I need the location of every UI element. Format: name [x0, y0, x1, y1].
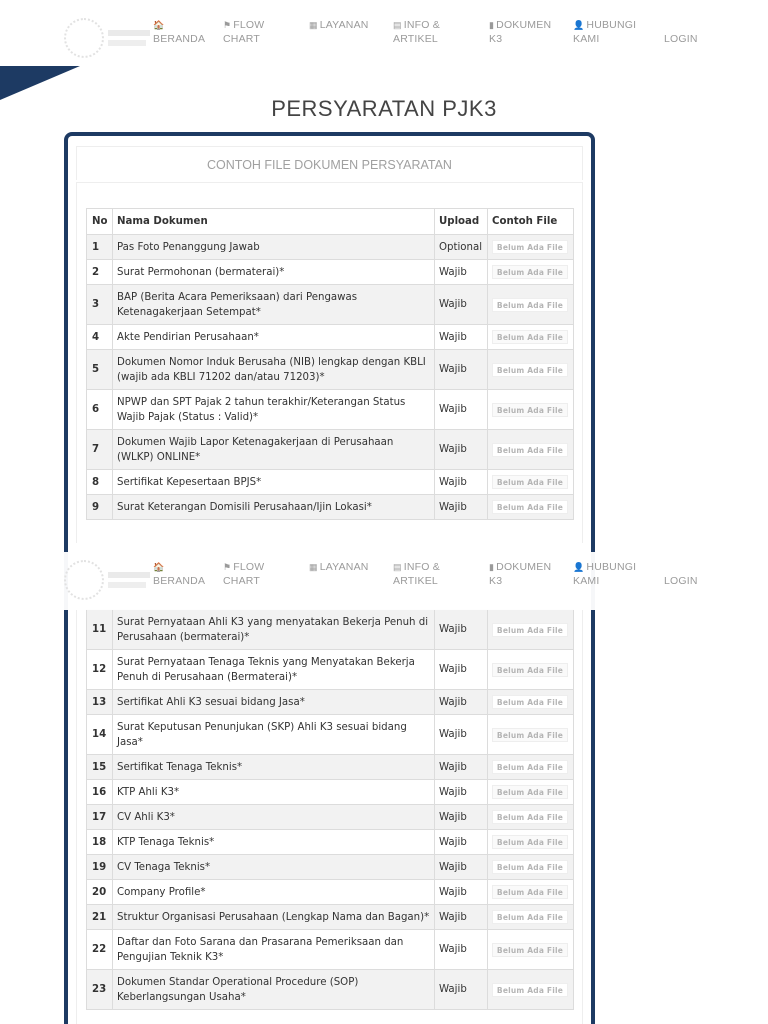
- document-name: Akte Pendirian Perusahaan*: [113, 325, 435, 350]
- document-name: Surat Permohonan (bermaterai)*: [113, 260, 435, 285]
- row-number: 14: [87, 715, 113, 755]
- row-number: 22: [87, 930, 113, 970]
- no-file-button[interactable]: Belum Ada File: [492, 363, 568, 377]
- document-name: Struktur Organisasi Perusahaan (Lengkap Nama dan Bagan)*: [113, 905, 435, 930]
- nav-label-text: FLOW: [233, 561, 265, 573]
- nav-beranda[interactable]: [153, 560, 205, 588]
- sample-file-cell: [488, 715, 574, 755]
- no-file-button[interactable]: Belum Ada File: [492, 265, 568, 279]
- table-header-row: [87, 209, 574, 235]
- nav-label-line2: BERANDA: [153, 575, 206, 587]
- upload-requirement: Wajib: [435, 830, 488, 855]
- header-contoh-file: Contoh File: [488, 209, 574, 235]
- panel-border-right: [591, 543, 595, 552]
- row-number: 18: [87, 830, 113, 855]
- upload-requirement: Wajib: [435, 650, 488, 690]
- table-row: [87, 325, 574, 350]
- home-icon: 🏠: [153, 20, 165, 30]
- nav-label-line2: CHART: [223, 575, 260, 587]
- upload-requirement: Wajib: [435, 325, 488, 350]
- nav-label-line1: [573, 560, 636, 574]
- nav-flow-chart[interactable]: [223, 18, 264, 46]
- no-file-button[interactable]: Belum Ada File: [492, 860, 568, 874]
- nav-hubungi-kami[interactable]: [573, 560, 636, 588]
- document-name: BAP (Berita Acara Pemeriksaan) dari Pengawas Ketenagakerjaan Setempat*: [113, 285, 435, 325]
- table-row: [87, 350, 574, 390]
- nav-label-line2: LOGIN: [664, 575, 698, 587]
- sticky-navbar: [0, 552, 768, 610]
- sample-file-cell: [488, 650, 574, 690]
- flag-icon: ⚑: [223, 562, 232, 572]
- nav-dokumen-k3[interactable]: [489, 18, 551, 46]
- scroll-gap: [64, 543, 595, 552]
- header-nama-dokumen: Nama Dokumen: [113, 209, 435, 235]
- document-name: NPWP dan SPT Pajak 2 tahun terakhir/Keterangan Status Wajib Pajak (Status : Valid)*: [113, 390, 435, 430]
- table-row: [87, 390, 574, 430]
- nav-flow-chart[interactable]: [223, 560, 264, 588]
- header-no: No: [87, 209, 113, 235]
- no-file-button[interactable]: Belum Ada File: [492, 298, 568, 312]
- grid-icon: ▦: [309, 20, 318, 30]
- page-title: PERSYARATAN PJK3: [271, 96, 497, 121]
- nav-label-line1: [489, 560, 551, 574]
- nav-label-line1: [393, 18, 440, 32]
- document-name: Pas Foto Penanggung Jawab: [113, 235, 435, 260]
- sample-file-cell: [488, 880, 574, 905]
- no-file-button[interactable]: Belum Ada File: [492, 885, 568, 899]
- nav-label-text: DOKUMEN: [496, 561, 552, 573]
- nav-label-text: HUBUNGI: [586, 19, 637, 31]
- document-name: Surat Keputusan Penunjukan (SKP) Ahli K3 sesuai bidang Jasa*: [113, 715, 435, 755]
- nav-login[interactable]: [664, 18, 698, 46]
- nav-label-line1: [664, 18, 698, 32]
- document-name: Sertifikat Ahli K3 sesuai bidang Jasa*: [113, 690, 435, 715]
- sample-file-cell: [488, 690, 574, 715]
- sample-file-cell: [488, 905, 574, 930]
- table-row: [87, 260, 574, 285]
- nav-dokumen-k3[interactable]: [489, 560, 551, 588]
- table-row: [87, 905, 574, 930]
- sample-file-cell: [488, 855, 574, 880]
- upload-requirement: Wajib: [435, 430, 488, 470]
- logo-emblem: [64, 560, 104, 600]
- nav-label-line2: KAMI: [573, 33, 600, 45]
- upload-requirement: Wajib: [435, 470, 488, 495]
- table-row: [87, 690, 574, 715]
- logo-emblem: [64, 18, 104, 58]
- logo-wordmark: [108, 30, 150, 36]
- table-row: [87, 430, 574, 470]
- row-number: 5: [87, 350, 113, 390]
- row-number: 8: [87, 470, 113, 495]
- nav-hubungi-kami[interactable]: [573, 18, 636, 46]
- sample-file-cell: [488, 430, 574, 470]
- row-number: 13: [87, 690, 113, 715]
- nav-label-text: FLOW: [233, 19, 265, 31]
- nav-login[interactable]: [664, 560, 698, 588]
- requirements-table: [86, 208, 574, 520]
- row-number: 12: [87, 650, 113, 690]
- table-row: [87, 880, 574, 905]
- no-file-button[interactable]: Belum Ada File: [492, 728, 568, 742]
- nav-label-text: LAYANAN: [319, 19, 369, 31]
- nav-label-text: INFO &: [403, 561, 440, 573]
- upload-requirement: Wajib: [435, 715, 488, 755]
- no-file-button[interactable]: Belum Ada File: [492, 835, 568, 849]
- table-row: [87, 755, 574, 780]
- document-name: Dokumen Nomor Induk Berusaha (NIB) lengkap dengan KBLI (wajib ada KBLI 71202 dan/atau 71203)*: [113, 350, 435, 390]
- nav-label-line2: LOGIN: [664, 33, 698, 45]
- nav-label-line1: [393, 560, 440, 574]
- row-number: 6: [87, 390, 113, 430]
- no-file-button[interactable]: Belum Ada File: [492, 663, 568, 677]
- row-number: 1: [87, 235, 113, 260]
- nav-info-artikel[interactable]: [393, 18, 440, 46]
- document-name: Company Profile*: [113, 880, 435, 905]
- row-number: 2: [87, 260, 113, 285]
- header-upload: Upload: [435, 209, 488, 235]
- table-row: [87, 495, 574, 520]
- upload-requirement: Wajib: [435, 905, 488, 930]
- newspaper-icon: ▤: [393, 562, 402, 572]
- sample-file-cell: [488, 495, 574, 520]
- table-row: [87, 970, 574, 1010]
- book-icon: ▮: [489, 562, 495, 572]
- nav-label-line1: [153, 560, 205, 574]
- upload-requirement: Wajib: [435, 780, 488, 805]
- panel-title: CONTOH FILE DOKUMEN PERSYARATAN: [76, 146, 583, 180]
- no-file-button[interactable]: Belum Ada File: [492, 443, 568, 457]
- sample-file-cell: [488, 260, 574, 285]
- sample-file-cell: [488, 390, 574, 430]
- nav-label-line1: [573, 18, 636, 32]
- nav-layanan[interactable]: [309, 560, 369, 574]
- document-name: Sertifikat Kepesertaan BPJS*: [113, 470, 435, 495]
- upload-requirement: Wajib: [435, 805, 488, 830]
- upload-requirement: Wajib: [435, 930, 488, 970]
- upload-requirement: Wajib: [435, 880, 488, 905]
- row-number: 16: [87, 780, 113, 805]
- sample-file-cell: [488, 805, 574, 830]
- nav-label-line1: [309, 560, 369, 574]
- table-row: [87, 805, 574, 830]
- upload-requirement: Wajib: [435, 690, 488, 715]
- no-file-button[interactable]: Belum Ada File: [492, 760, 568, 774]
- document-name: CV Ahli K3*: [113, 805, 435, 830]
- nav-label-line1: [223, 560, 264, 574]
- document-name: Dokumen Standar Operational Procedure (SOP) Keberlangsungan Usaha*: [113, 970, 435, 1010]
- sample-file-cell: [488, 830, 574, 855]
- upload-requirement: Wajib: [435, 285, 488, 325]
- sample-file-cell: [488, 610, 574, 650]
- no-file-button[interactable]: Belum Ada File: [492, 943, 568, 957]
- user-icon: 👤: [573, 562, 585, 572]
- no-file-button[interactable]: Belum Ada File: [492, 785, 568, 799]
- no-file-button[interactable]: Belum Ada File: [492, 623, 568, 637]
- document-name: Dokumen Wajib Lapor Ketenagakerjaan di Perusahaan (WLKP) ONLINE*: [113, 430, 435, 470]
- document-name: KTP Tenaga Teknis*: [113, 830, 435, 855]
- table-row: [87, 855, 574, 880]
- user-icon: 👤: [573, 20, 585, 30]
- upload-requirement: Wajib: [435, 755, 488, 780]
- nav-label-line2: BERANDA: [153, 33, 206, 45]
- document-name: Daftar dan Foto Sarana dan Prasarana Pemeriksaan dan Pengujian Teknik K3*: [113, 930, 435, 970]
- nav-label-line1: [664, 560, 698, 574]
- nav-info-artikel[interactable]: [393, 560, 440, 588]
- no-file-button[interactable]: Belum Ada File: [492, 983, 568, 997]
- logo-wordmark-line2: [108, 582, 146, 588]
- row-number: 21: [87, 905, 113, 930]
- nav-label-text: LAYANAN: [319, 561, 369, 573]
- upload-requirement: Wajib: [435, 970, 488, 1010]
- document-name: KTP Ahli K3*: [113, 780, 435, 805]
- row-number: 11: [87, 610, 113, 650]
- table-row: [87, 235, 574, 260]
- table-row: [87, 650, 574, 690]
- nav-label-line2: KAMI: [573, 575, 600, 587]
- document-name: CV Tenaga Teknis*: [113, 855, 435, 880]
- grid-icon: ▦: [309, 562, 318, 572]
- nav-label-line2: ARTIKEL: [393, 33, 438, 45]
- sample-file-cell: [488, 350, 574, 390]
- row-number: 20: [87, 880, 113, 905]
- home-icon: 🏠: [153, 562, 165, 572]
- nav-label-line2: ARTIKEL: [393, 575, 438, 587]
- nav-layanan[interactable]: [309, 18, 369, 32]
- row-number: 17: [87, 805, 113, 830]
- upload-requirement: Optional: [435, 235, 488, 260]
- site-logo-sticky[interactable]: [64, 560, 154, 600]
- document-name: Surat Pernyataan Tenaga Teknis yang Menyatakan Bekerja Penuh di Perusahaan (Bermaterai)*: [113, 650, 435, 690]
- no-file-button[interactable]: Belum Ada File: [492, 910, 568, 924]
- book-icon: ▮: [489, 20, 495, 30]
- row-number: 15: [87, 755, 113, 780]
- table-row: [87, 470, 574, 495]
- no-file-button[interactable]: Belum Ada File: [492, 403, 568, 417]
- upload-requirement: Wajib: [435, 495, 488, 520]
- nav-label-text: HUBUNGI: [586, 561, 637, 573]
- nav-label-line2: K3: [489, 575, 503, 587]
- upload-requirement: Wajib: [435, 390, 488, 430]
- corner-decoration: [0, 66, 80, 100]
- no-file-button[interactable]: Belum Ada File: [492, 240, 568, 254]
- sample-file-cell: [488, 325, 574, 350]
- table-row: [87, 715, 574, 755]
- logo-wordmark-line2: [108, 40, 146, 46]
- sample-file-cell: [488, 285, 574, 325]
- row-number: 3: [87, 285, 113, 325]
- nav-label-text: INFO &: [403, 19, 440, 31]
- document-name: Surat Keterangan Domisili Perusahaan/Ijin Lokasi*: [113, 495, 435, 520]
- top-navbar: [0, 10, 768, 66]
- sample-file-cell: [488, 930, 574, 970]
- table-row: [87, 610, 574, 650]
- nav-label-line1: [153, 18, 205, 32]
- sample-file-cell: [488, 970, 574, 1010]
- no-file-button[interactable]: Belum Ada File: [492, 810, 568, 824]
- site-logo[interactable]: [64, 18, 154, 58]
- row-number: 7: [87, 430, 113, 470]
- nav-label-line1: [309, 18, 369, 32]
- panel-border-left: [64, 543, 68, 552]
- nav-label-line2: K3: [489, 33, 503, 45]
- no-file-button[interactable]: Belum Ada File: [492, 475, 568, 489]
- document-name: Surat Pernyataan Ahli K3 yang menyatakan Bekerja Penuh di Perusahaan (bermaterai)*: [113, 610, 435, 650]
- document-name: Sertifikat Tenaga Teknis*: [113, 755, 435, 780]
- upload-requirement: Wajib: [435, 855, 488, 880]
- upload-requirement: Wajib: [435, 350, 488, 390]
- sample-file-cell: [488, 780, 574, 805]
- logo-wordmark: [108, 572, 150, 578]
- upload-requirement: Wajib: [435, 610, 488, 650]
- newspaper-icon: ▤: [393, 20, 402, 30]
- table-row: [87, 830, 574, 855]
- sample-file-cell: [488, 235, 574, 260]
- row-number: 4: [87, 325, 113, 350]
- nav-label-line1: [489, 18, 551, 32]
- row-number: 23: [87, 970, 113, 1010]
- upload-requirement: Wajib: [435, 260, 488, 285]
- nav-beranda[interactable]: [153, 18, 205, 46]
- no-file-button[interactable]: Belum Ada File: [492, 330, 568, 344]
- no-file-button[interactable]: Belum Ada File: [492, 695, 568, 709]
- requirements-table-continued: [86, 609, 574, 1010]
- table-row: [87, 285, 574, 325]
- table-row: [87, 780, 574, 805]
- nav-label-line1: [223, 18, 264, 32]
- sample-file-cell: [488, 470, 574, 495]
- table-row: [87, 930, 574, 970]
- flag-icon: ⚑: [223, 20, 232, 30]
- nav-label-line2: CHART: [223, 33, 260, 45]
- sample-file-cell: [488, 755, 574, 780]
- no-file-button[interactable]: Belum Ada File: [492, 500, 568, 514]
- row-number: 19: [87, 855, 113, 880]
- nav-label-text: DOKUMEN: [496, 19, 552, 31]
- row-number: 9: [87, 495, 113, 520]
